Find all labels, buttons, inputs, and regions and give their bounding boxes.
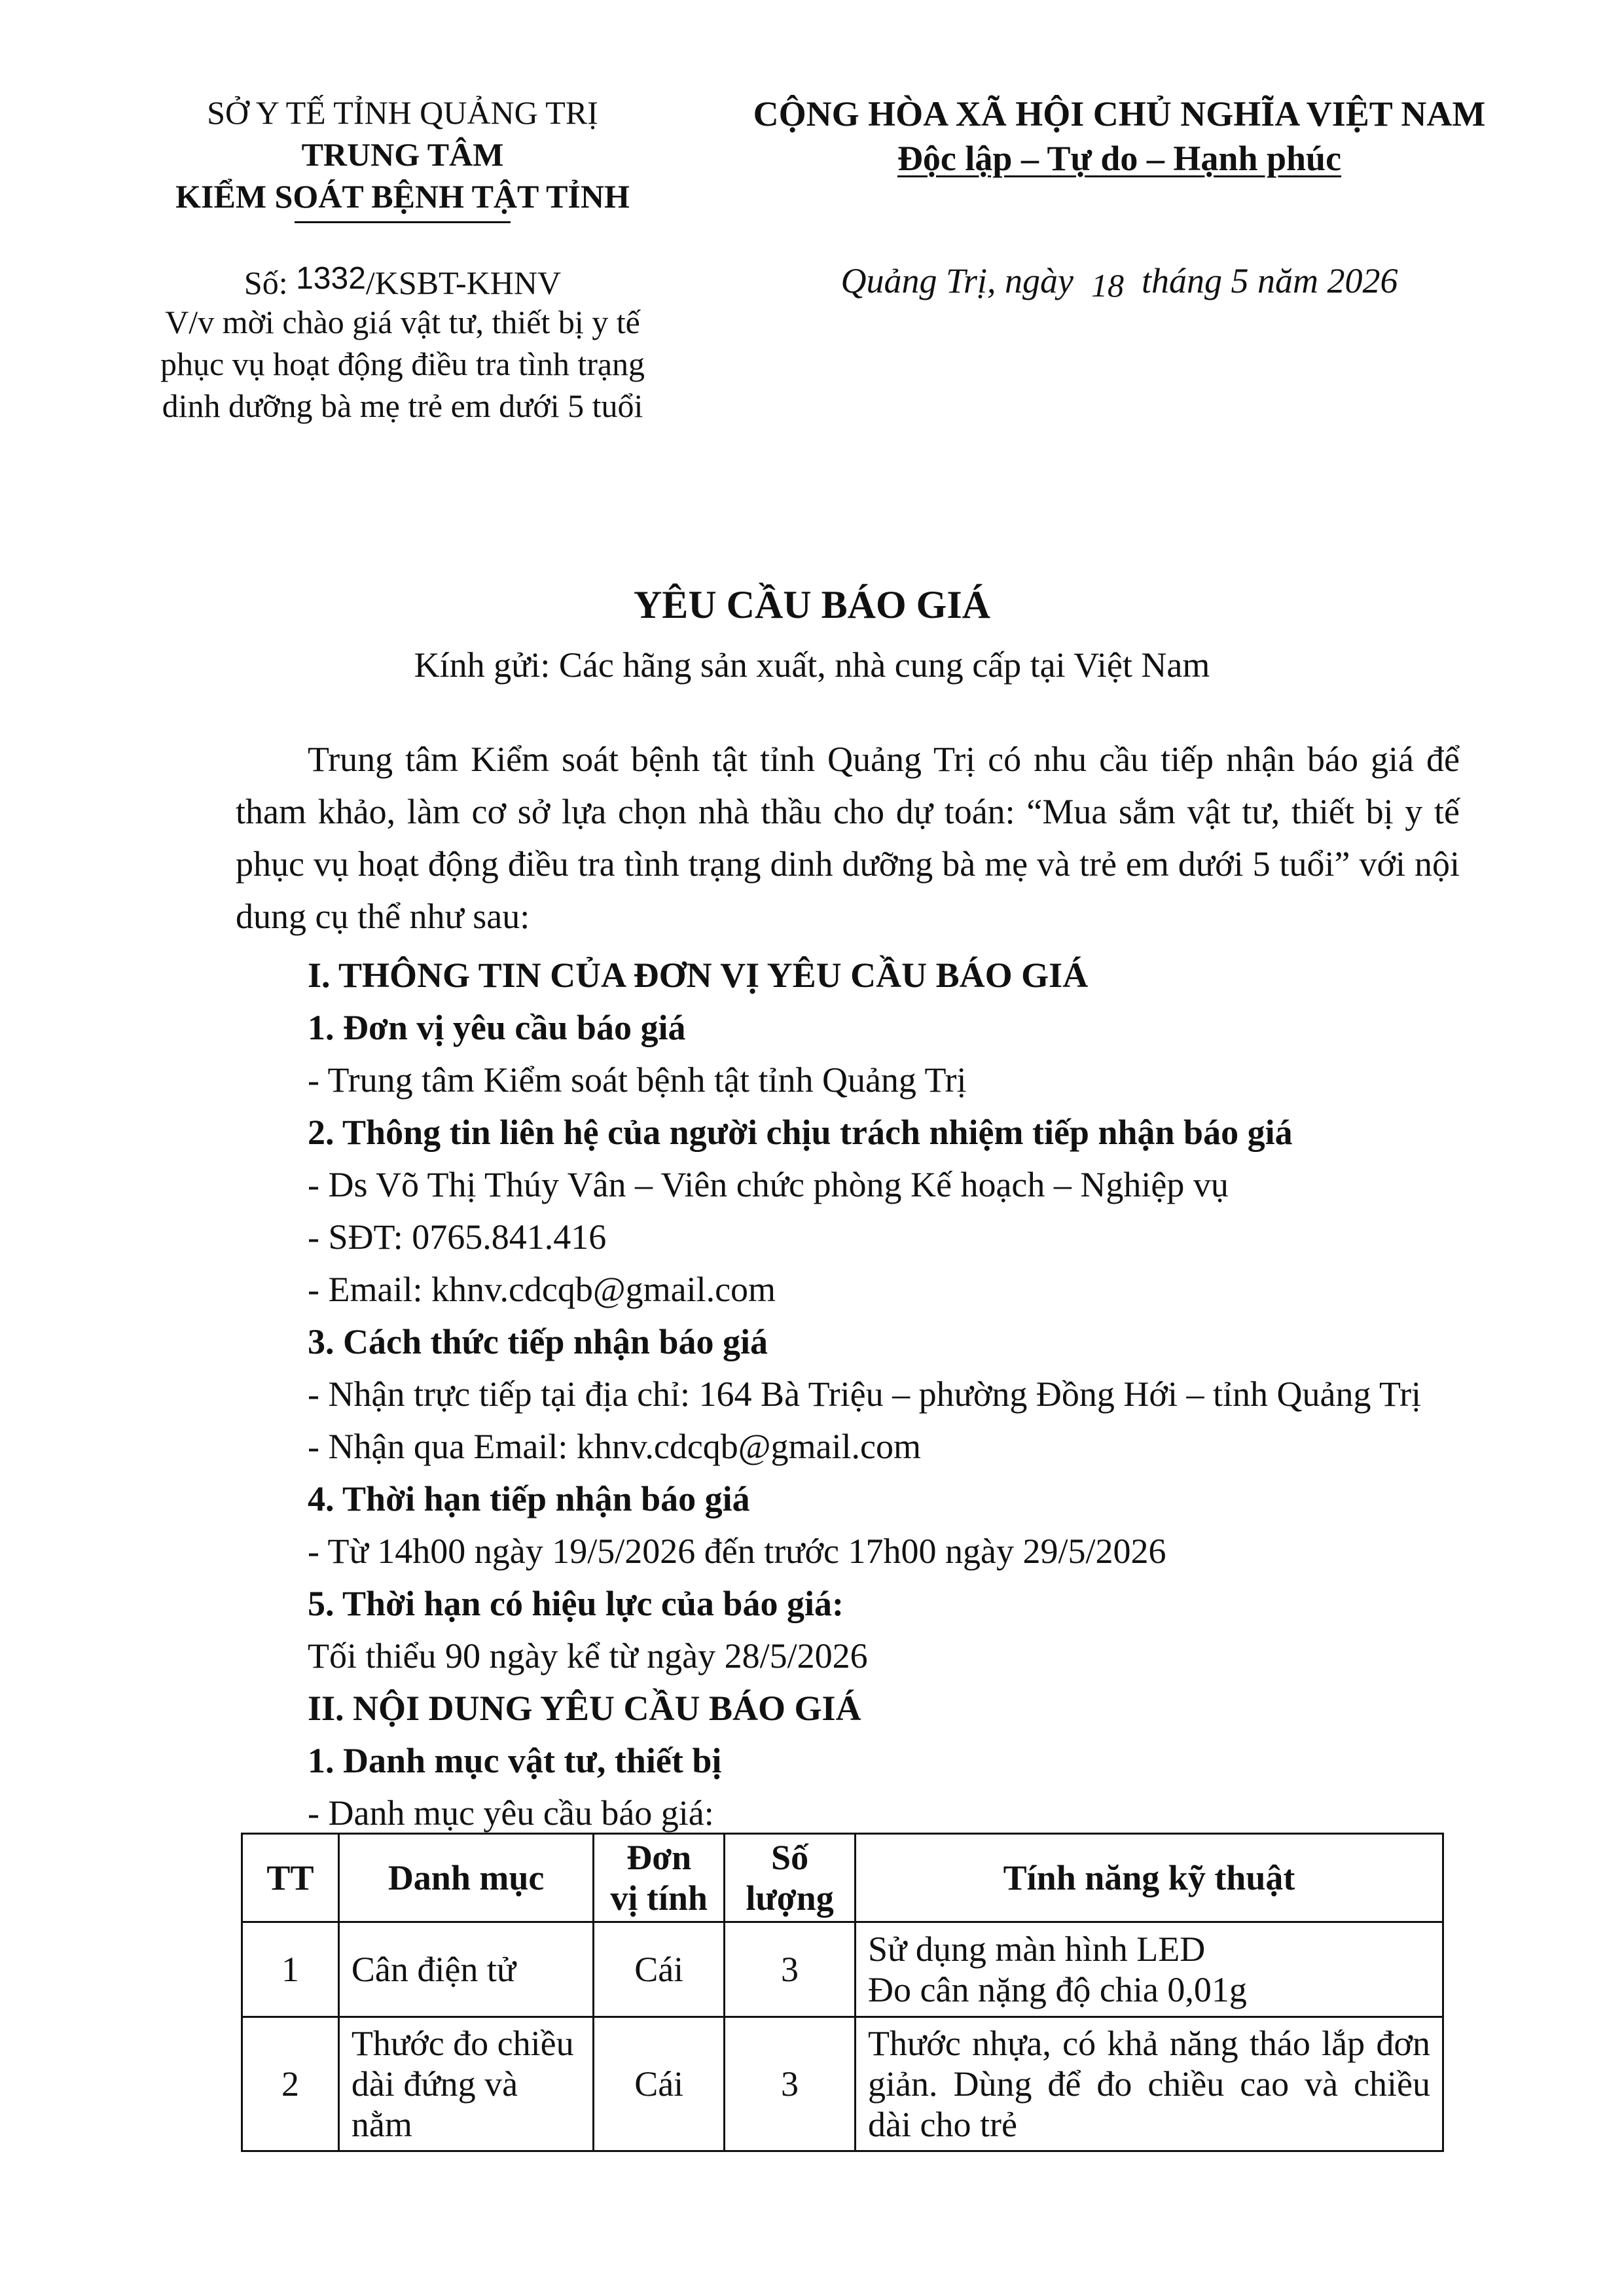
section-heading: 5. Thời hạn có hiệu lực của báo giá: bbox=[308, 1584, 844, 1623]
table-row bbox=[242, 1922, 1443, 2017]
body-line: - Email: khnv.cdcqb@gmail.com bbox=[308, 1270, 776, 1309]
table-header-row bbox=[242, 1834, 1443, 1922]
subject-block bbox=[131, 301, 674, 427]
body-line: - Từ 14h00 ngày 19/5/2026 đến trước 17h00 ngày 29/5/2026 bbox=[308, 1532, 1166, 1571]
doc-number-suffix: /KSBT-KHNV bbox=[365, 264, 562, 301]
row-tt: 2 bbox=[242, 2017, 339, 2151]
department-name: SỞ Y TẾ TỈNH QUẢNG TRỊ bbox=[207, 94, 598, 131]
issuer-block bbox=[131, 92, 674, 223]
doc-number-prefix: Số: bbox=[244, 264, 288, 301]
date-day: 18 bbox=[1091, 267, 1125, 304]
doc-number-value: 1332 bbox=[296, 261, 366, 296]
table-row bbox=[242, 2017, 1443, 2151]
header-quantity: Số lượng bbox=[725, 1834, 856, 1922]
document-number bbox=[131, 262, 674, 305]
body-line: - Nhận qua Email: khnv.cdcqb@gmail.com bbox=[308, 1427, 921, 1466]
body-line: - Nhận trực tiếp tại địa chỉ: 164 Bà Triệu – phường Đồng Hới – tỉnh Quảng Trị bbox=[308, 1374, 1422, 1414]
issue-date bbox=[707, 259, 1532, 304]
row-unit: Cái bbox=[594, 1922, 725, 2017]
motto: Độc lập – Tự do – Hạnh phúc bbox=[897, 139, 1342, 178]
section-heading: II. NỘI DUNG YÊU CẦU BÁO GIÁ bbox=[308, 1689, 861, 1728]
items-table bbox=[241, 1833, 1444, 2152]
row-tt: 1 bbox=[242, 1922, 339, 2017]
header-name: Danh mục bbox=[338, 1834, 593, 1922]
subject-line: phục vụ hoạt động điều tra tình trạng bbox=[160, 346, 645, 382]
subject-line: dinh dưỡng bà mẹ trẻ em dưới 5 tuổi bbox=[162, 387, 643, 424]
row-name: Cân điện tử bbox=[338, 1922, 593, 2017]
section-heading: 1. Danh mục vật tư, thiết bị bbox=[308, 1741, 722, 1780]
subject-line: V/v mời chào giá vật tư, thiết bị y tế bbox=[165, 304, 640, 340]
row-unit: Cái bbox=[594, 2017, 725, 2151]
row-spec: Sử dụng màn hình LED Đo cân nặng độ chia 0,01g bbox=[856, 1922, 1443, 2017]
body-line: - SĐT: 0765.841.416 bbox=[308, 1217, 607, 1257]
row-name: Thước đo chiều dài đứng và nằm bbox=[338, 2017, 593, 2151]
section-heading: 3. Cách thức tiếp nhận báo giá bbox=[308, 1322, 768, 1361]
section-heading: 1. Đơn vị yêu cầu báo giá bbox=[308, 1008, 686, 1047]
body-line: - Ds Võ Thị Thúy Vân – Viên chức phòng Kế hoạch – Nghiệp vụ bbox=[308, 1165, 1229, 1204]
national-heading bbox=[707, 92, 1532, 181]
date-suffix: tháng 5 năm 2026 bbox=[1142, 261, 1398, 300]
row-spec: Thước nhựa, có khả năng tháo lắp đơn giản. Dùng để đo chiều cao và chiều dài cho trẻ bbox=[856, 2017, 1443, 2151]
body-line: Tối thiểu 90 ngày kể từ ngày 28/5/2026 bbox=[308, 1636, 868, 1676]
body-line: - Trung tâm Kiểm soát bệnh tật tỉnh Quảng Trị bbox=[308, 1060, 967, 1100]
date-prefix: Quảng Trị, ngày bbox=[840, 261, 1074, 300]
body-line: - Danh mục yêu cầu báo giá: bbox=[308, 1793, 714, 1833]
organization-line-2: KIỂM SOÁT BỆNH TẬT TỈNH bbox=[175, 178, 630, 215]
row-quantity: 3 bbox=[725, 2017, 856, 2151]
nation-name: CỘNG HÒA XÃ HỘI CHỦ NGHĨA VIỆT NAM bbox=[753, 94, 1486, 134]
row-quantity: 3 bbox=[725, 1922, 856, 2017]
header-tt: TT bbox=[242, 1834, 339, 1922]
issuer-underline bbox=[295, 221, 511, 223]
organization-line-1: TRUNG TÂM bbox=[301, 136, 504, 173]
section-heading: I. THÔNG TIN CỦA ĐƠN VỊ YÊU CẦU BÁO GIÁ bbox=[308, 956, 1089, 995]
header-unit: Đơn vị tính bbox=[594, 1834, 725, 1922]
document-title: YÊU CẦU BÁO GIÁ bbox=[633, 583, 991, 626]
section-heading: 2. Thông tin liên hệ của người chịu trách nhiệm tiếp nhận báo giá bbox=[308, 1113, 1293, 1152]
intro-paragraph: Trung tâm Kiểm soát bệnh tật tỉnh Quảng Trị có nhu cầu tiếp nhận báo giá để tham khảo, làm cơ sở lựa chọn nhà thầu cho dự toán: “Mua sắm vật tư, thiết bị y tế phục vụ hoạt động điều tra tình trạng dinh dưỡng bà mẹ và trẻ em dưới 5 tuổi” với nội dung cụ thể như sau: bbox=[236, 740, 1460, 936]
header-spec: Tính năng kỹ thuật bbox=[856, 1834, 1443, 1922]
greeting: Kính gửi: Các hãng sản xuất, nhà cung cấp tại Việt Nam bbox=[414, 645, 1210, 685]
section-heading: 4. Thời hạn tiếp nhận báo giá bbox=[308, 1479, 750, 1518]
